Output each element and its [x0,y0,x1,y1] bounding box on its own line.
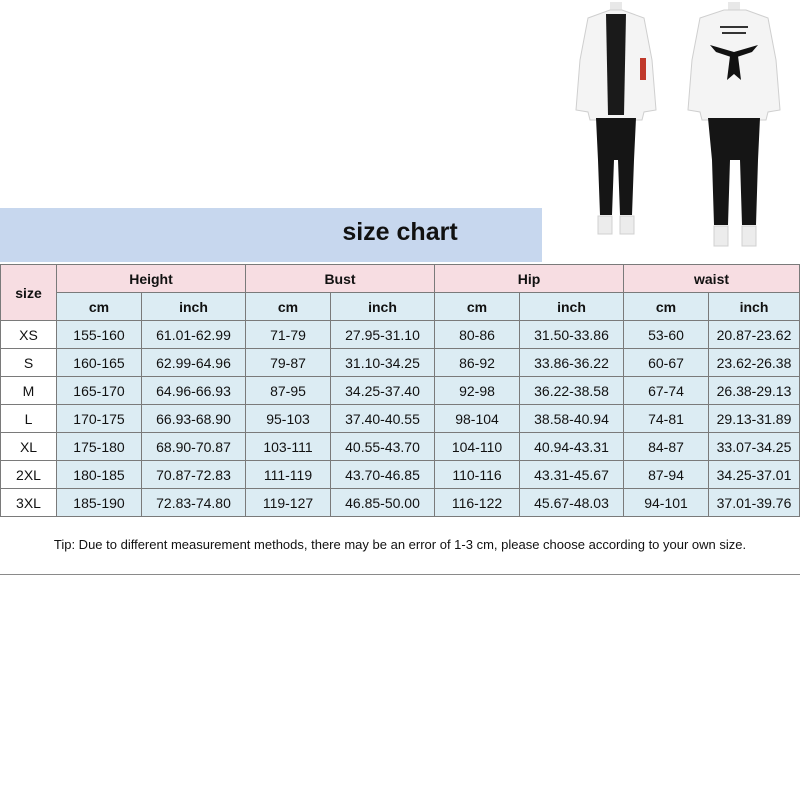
bust-header: Bust [246,265,435,293]
measurement-cell: 37.01-39.76 [709,489,800,517]
measurement-cell: 20.87-23.62 [709,321,800,349]
measurement-cell: 111-119 [246,461,331,489]
measurement-cell: 165-170 [57,377,142,405]
measurement-cell: 92-98 [435,377,520,405]
size-cell: M [1,377,57,405]
measurement-cell: 26.38-29.13 [709,377,800,405]
measurement-cell: 80-86 [435,321,520,349]
size-cell: 3XL [1,489,57,517]
measurement-cell: 86-92 [435,349,520,377]
size-cell: L [1,405,57,433]
back-view-outfit [688,2,780,246]
measurement-cell: 155-160 [57,321,142,349]
measurement-cell: 43.70-46.85 [331,461,435,489]
unit-header-row [1,293,800,321]
table-row [1,433,800,461]
measurement-cell: 79-87 [246,349,331,377]
measurement-cell: 37.40-40.55 [331,405,435,433]
hip-header: Hip [435,265,624,293]
measurement-cell: 23.62-26.38 [709,349,800,377]
table-row [1,321,800,349]
measurement-cell: 34.25-37.01 [709,461,800,489]
measurement-cell: 34.25-37.40 [331,377,435,405]
unit-header: inch [331,293,435,321]
measurement-cell: 61.01-62.99 [142,321,246,349]
measurement-cell: 119-127 [246,489,331,517]
measurement-cell: 67-74 [624,377,709,405]
measurement-cell: 46.85-50.00 [331,489,435,517]
product-photos [560,0,800,262]
measurement-cell: 29.13-31.89 [709,405,800,433]
unit-header: cm [57,293,142,321]
measurement-cell: 180-185 [57,461,142,489]
measurement-cell: 95-103 [246,405,331,433]
measurement-cell: 31.50-33.86 [520,321,624,349]
size-table [0,264,800,517]
measurement-cell: 38.58-40.94 [520,405,624,433]
measurement-cell: 45.67-48.03 [520,489,624,517]
front-view-outfit [576,2,656,234]
tip-text: Tip: Due to different measurement methods, there may be an error of 1-3 cm, please choose according to your own size. [53,537,747,552]
measurement-cell: 62.99-64.96 [142,349,246,377]
size-cell: XS [1,321,57,349]
table-row [1,405,800,433]
measurement-cell: 71-79 [246,321,331,349]
unit-header: inch [520,293,624,321]
measurement-cell: 74-81 [624,405,709,433]
size-cell: 2XL [1,461,57,489]
measurement-cell: 170-175 [57,405,142,433]
measurement-cell: 84-87 [624,433,709,461]
size-header: size [1,265,57,321]
unit-header: cm [246,293,331,321]
measurement-cell: 53-60 [624,321,709,349]
unit-header: cm [435,293,520,321]
size-cell: S [1,349,57,377]
table-row [1,349,800,377]
size-rows [1,321,800,517]
tip-divider [0,574,800,575]
measurement-cell: 116-122 [435,489,520,517]
measurement-cell: 94-101 [624,489,709,517]
measurement-cell: 175-180 [57,433,142,461]
measurement-cell: 66.93-68.90 [142,405,246,433]
measurement-cell: 43.31-45.67 [520,461,624,489]
measurement-cell: 31.10-34.25 [331,349,435,377]
measurement-cell: 87-94 [624,461,709,489]
unit-header: inch [709,293,800,321]
measurement-cell: 87-95 [246,377,331,405]
measurement-cell: 40.55-43.70 [331,433,435,461]
measurement-cell: 36.22-38.58 [520,377,624,405]
height-header: Height [57,265,246,293]
measurement-cell: 27.95-31.10 [331,321,435,349]
measurement-cell: 60-67 [624,349,709,377]
measurement-cell: 185-190 [57,489,142,517]
measurement-cell: 64.96-66.93 [142,377,246,405]
measurement-cell: 40.94-43.31 [520,433,624,461]
size-cell: XL [1,433,57,461]
measurement-cell: 33.07-34.25 [709,433,800,461]
measurement-cell: 33.86-36.22 [520,349,624,377]
measurement-cell: 72.83-74.80 [142,489,246,517]
group-header-row [1,265,800,293]
measurement-cell: 98-104 [435,405,520,433]
measurement-cell: 68.90-70.87 [142,433,246,461]
unit-header: cm [624,293,709,321]
measurement-cell: 103-111 [246,433,331,461]
table-row [1,489,800,517]
chart-title: size chart [342,218,458,246]
table-row [1,377,800,405]
measurement-cell: 110-116 [435,461,520,489]
measurement-cell: 160-165 [57,349,142,377]
table-row [1,461,800,489]
unit-header: inch [142,293,246,321]
measurement-cell: 70.87-72.83 [142,461,246,489]
measurement-cell: 104-110 [435,433,520,461]
waist-header: waist [624,265,800,293]
